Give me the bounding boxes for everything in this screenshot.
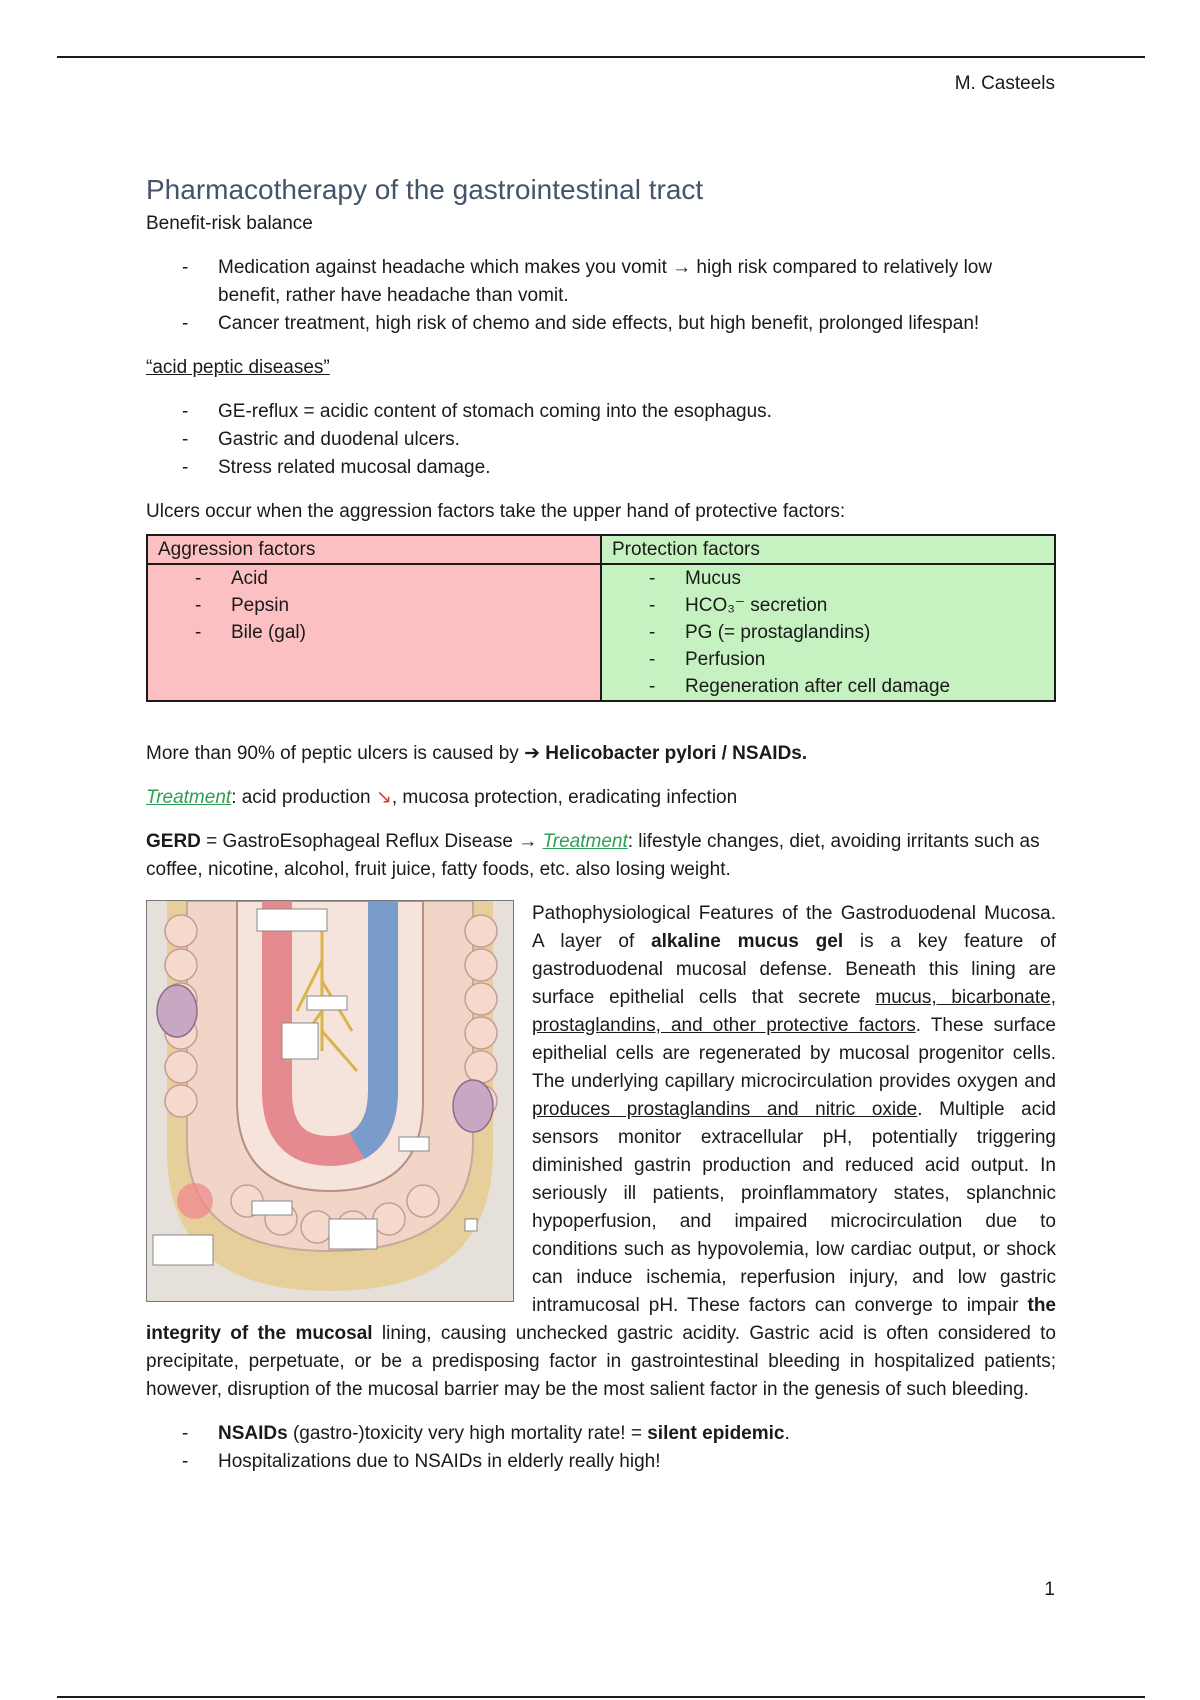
list-item: - Hospitalizations due to NSAIDs in elderly really high! — [182, 1451, 661, 1472]
acid-list — [146, 398, 1056, 482]
protection-item: - PG (= prostaglandins) — [649, 622, 871, 643]
subtitle: Benefit-risk balance — [146, 213, 313, 234]
factors-table — [146, 534, 1056, 702]
protection-item: - Regeneration after cell damage — [649, 676, 951, 697]
protection-item: - Mucus — [649, 568, 741, 589]
top-rule — [57, 56, 1145, 58]
pathophysiology-paragraph: Pathophysiological Features of the Gastroduodenal Mucosa. A layer of alkaline mucus gel is a key feature of gastroduodenal mucosal defense. Beneath this lining are surface epithelial cells that secrete mucus, bicarbonate, prostaglandins, and other protective factors. These surface epithelial cells are regenerated by mucosal progenitor cells. The underlying capillary microcirculation provides oxygen and produces prostaglandins and nitric oxide. Multiple acid sensors monitor extracellular pH, potentially triggering diminished gastrin production and reduced acid output. In seriously ill patients, proinflammatory states, splanchnic hypoperfusion, and impaired microcirculation due to conditions such as hypovolemia, low cardiac output, or shock can induce ischemia, reperfusion injury, and low gastric intramucosal pH. These factors can converge to impair the integrity of the mucosal lining, causing unchecked gastric acidity. Gastric acid is often considered to precipitate, perpetuate, or be a predisposing factor in gastrointestinal bleeding in hospitalized patients; however, disruption of the mucosal barrier may be the most salient factor in the genesis of such bleeding. — [146, 903, 1056, 1400]
gastroduodenal-mucosa-illustration — [146, 900, 514, 1302]
list-item: - NSAIDs (gastro-)toxicity very high mortality rate! = silent epidemic. — [182, 1423, 790, 1444]
treatment-line: Treatment: acid production ↘, mucosa protection, eradicating infection — [146, 787, 738, 808]
list-item: - Stress related mucosal damage. — [182, 457, 491, 478]
protection-header: Protection factors — [602, 536, 1054, 565]
aggression-cell — [147, 535, 601, 701]
page-title: Pharmacotherapy of the gastrointestinal tract — [146, 174, 704, 205]
gerd-paragraph: GERD = GastroEsophageal Reflux Disease → Treatment: lifestyle changes, diet, avoiding irritants such as coffee, nicotine, alcohol, fruit juice, fatty foods, etc. also losing weight. — [146, 831, 1040, 880]
ulcer-intro: Ulcers occur when the aggression factors take the upper hand of protective factors: — [146, 501, 846, 522]
aggression-item: - Bile (gal) — [195, 622, 306, 643]
arrow-down-icon: ↘ — [375, 787, 392, 808]
list-item: - Medication against headache which makes you vomit → high risk compared to relatively low benefit, rather have headache than vomit. — [182, 257, 993, 306]
protection-cell — [601, 535, 1055, 701]
author-name: M. Casteels — [954, 73, 1055, 94]
treatment-label: Treatment — [542, 831, 628, 852]
figure-section — [146, 900, 1056, 1404]
protection-item: - Perfusion — [649, 649, 766, 670]
document-body — [146, 170, 1056, 1476]
treatment-label: Treatment — [146, 787, 232, 808]
list-item: - Cancer treatment, high risk of chemo and side effects, but high benefit, prolonged lifespan! — [182, 313, 980, 334]
benefit-list — [146, 254, 1056, 338]
aggression-header: Aggression factors — [148, 536, 600, 565]
aggression-item: - Acid — [195, 568, 268, 589]
bottom-rule — [57, 1696, 1145, 1698]
list-item: - Gastric and duodenal ulcers. — [182, 429, 460, 450]
nsaid-list — [146, 1420, 1056, 1476]
list-item: - GE-reflux = acidic content of stomach coming into the esophagus. — [182, 401, 772, 422]
page-number: 1 — [1044, 1579, 1055, 1600]
peptic-cause: More than 90% of peptic ulcers is caused by ➔ Helicobacter pylori / NSAIDs. — [146, 743, 808, 764]
protection-item: - HCO₃⁻ secretion — [649, 595, 828, 616]
aggression-item: - Pepsin — [195, 595, 290, 616]
acid-heading: “acid peptic diseases” — [146, 357, 330, 378]
